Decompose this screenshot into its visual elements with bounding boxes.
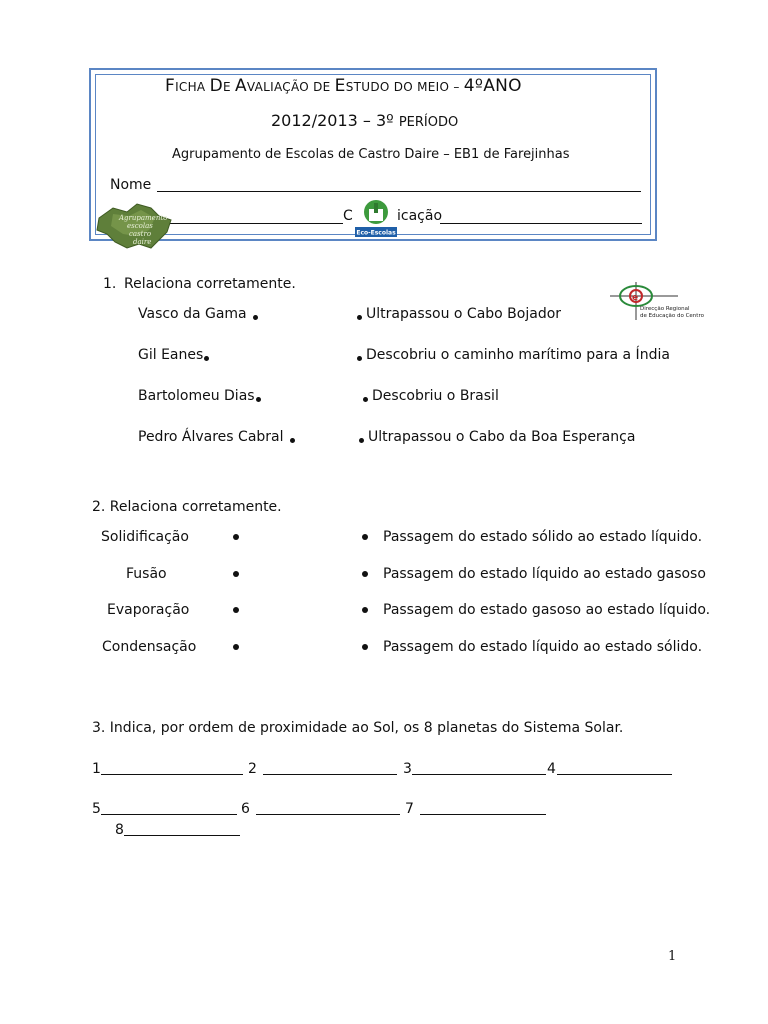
page-number: 1 <box>668 949 677 964</box>
q1-left-dot[interactable] <box>256 397 261 402</box>
name-field-line[interactable] <box>157 191 641 192</box>
classification-field-line[interactable] <box>440 223 642 224</box>
q2-right-item: Passagem do estado líquido ao estado sólido. <box>383 639 703 655</box>
q1-right-dot[interactable] <box>359 438 364 443</box>
field-line-left[interactable] <box>168 223 343 224</box>
q2-right-dot[interactable] <box>362 644 368 650</box>
drec-label-2: de Educação do Centro <box>640 313 704 319</box>
period-label: PERÍODO <box>398 115 459 130</box>
q2-left-dot[interactable] <box>233 644 239 650</box>
logo-agr-label: Agrupamento <box>119 214 168 222</box>
q1-left-dot[interactable] <box>290 438 295 443</box>
q2-right-dot[interactable] <box>362 607 368 613</box>
planet-number: 3 <box>403 761 412 777</box>
title-segment: F <box>165 76 176 96</box>
q2-left-item: Evaporação <box>107 602 190 618</box>
planet-answer-line[interactable] <box>263 774 397 775</box>
planet-answer-line[interactable] <box>420 814 546 815</box>
q2-left-item: Condensação <box>102 639 197 655</box>
q2-left-item: Fusão <box>126 566 167 582</box>
q1-right-dot[interactable] <box>357 356 362 361</box>
planet-number: 5 <box>92 801 101 817</box>
drec-logo <box>606 280 710 322</box>
q1-number: 1. <box>103 276 117 292</box>
planet-number: 1 <box>92 761 101 777</box>
q2-left-dot[interactable] <box>233 571 239 577</box>
q1-left-item: Gil Eanes <box>138 347 204 363</box>
q2-right-dot[interactable] <box>362 571 368 577</box>
eco-escolas-label: Eco-Escolas <box>356 229 396 237</box>
q3-heading: 3. Indica, por ordem de proximidade ao Sol, os 8 planetas do Sistema Solar. <box>92 720 624 736</box>
q1-left-dot[interactable] <box>204 356 209 361</box>
drec-label-1: Direcção Regional <box>640 306 690 312</box>
planet-number: 8 <box>115 822 124 838</box>
planet-number: 7 <box>405 801 414 817</box>
title-segment: 4ºANO <box>463 76 522 96</box>
planet-answer-line[interactable] <box>101 814 237 815</box>
document-title <box>165 77 522 96</box>
q2-left-dot[interactable] <box>233 534 239 540</box>
planet-answer-line[interactable] <box>124 835 240 836</box>
planet-answer-line[interactable] <box>256 814 400 815</box>
q1-left-item: Vasco da Gama <box>138 306 247 322</box>
title-segment: ICHA <box>175 80 210 94</box>
planet-answer-line[interactable] <box>412 774 546 775</box>
svg-text:e: e <box>632 293 639 303</box>
title-segment: D <box>209 76 223 96</box>
title-segment: A <box>234 76 247 96</box>
q1-left-dot[interactable] <box>253 315 258 320</box>
planet-answer-line[interactable] <box>557 774 672 775</box>
q2-heading: 2. Relaciona corretamente. <box>92 499 282 515</box>
q1-heading: Relaciona corretamente. <box>124 276 296 292</box>
school-year: 2012/2013 – 3º <box>271 111 399 130</box>
class-label-end: icação <box>397 208 443 224</box>
name-label: Nome <box>110 177 152 193</box>
planet-number: 6 <box>241 801 250 817</box>
svg-text:castro: castro <box>129 230 152 238</box>
class-label-start: C <box>343 208 353 224</box>
eco-escolas-logo <box>355 197 397 237</box>
planet-number: 2 <box>248 761 257 777</box>
q2-right-item: Passagem do estado gasoso ao estado líquido. <box>383 602 711 618</box>
q1-left-item: Pedro Álvares Cabral <box>138 429 284 445</box>
q2-right-dot[interactable] <box>362 534 368 540</box>
school-name: Agrupamento de Escolas de Castro Daire – EB1 de Farejinhas <box>172 147 570 162</box>
title-segment: E <box>334 76 346 96</box>
q1-right-item: Descobriu o caminho marítimo para a Índia <box>366 347 670 363</box>
school-year-period <box>271 112 458 132</box>
title-segment: E <box>222 80 235 94</box>
planet-answer-line[interactable] <box>101 774 243 775</box>
q2-left-item: Solidificação <box>101 529 189 545</box>
q1-left-item: Bartolomeu Dias <box>138 388 255 404</box>
q2-right-item: Passagem do estado sólido ao estado líquido. <box>383 529 703 545</box>
svg-text:escolas: escolas <box>127 222 153 230</box>
title-segment: VALIAÇÃO DE <box>246 80 335 94</box>
q2-right-item: Passagem do estado líquido ao estado gasoso <box>383 566 706 582</box>
q1-right-dot[interactable] <box>357 315 362 320</box>
title-segment: STUDO DO MEIO – <box>345 80 464 94</box>
svg-text:daire: daire <box>133 238 152 246</box>
q2-left-dot[interactable] <box>233 607 239 613</box>
planet-number: 4 <box>547 761 556 777</box>
q1-right-item: Descobriu o Brasil <box>372 388 499 404</box>
q1-right-dot[interactable] <box>363 397 368 402</box>
school-group-logo <box>93 200 175 250</box>
q1-right-item: Ultrapassou o Cabo Bojador <box>366 306 562 322</box>
q1-right-item: Ultrapassou o Cabo da Boa Esperança <box>368 429 636 445</box>
